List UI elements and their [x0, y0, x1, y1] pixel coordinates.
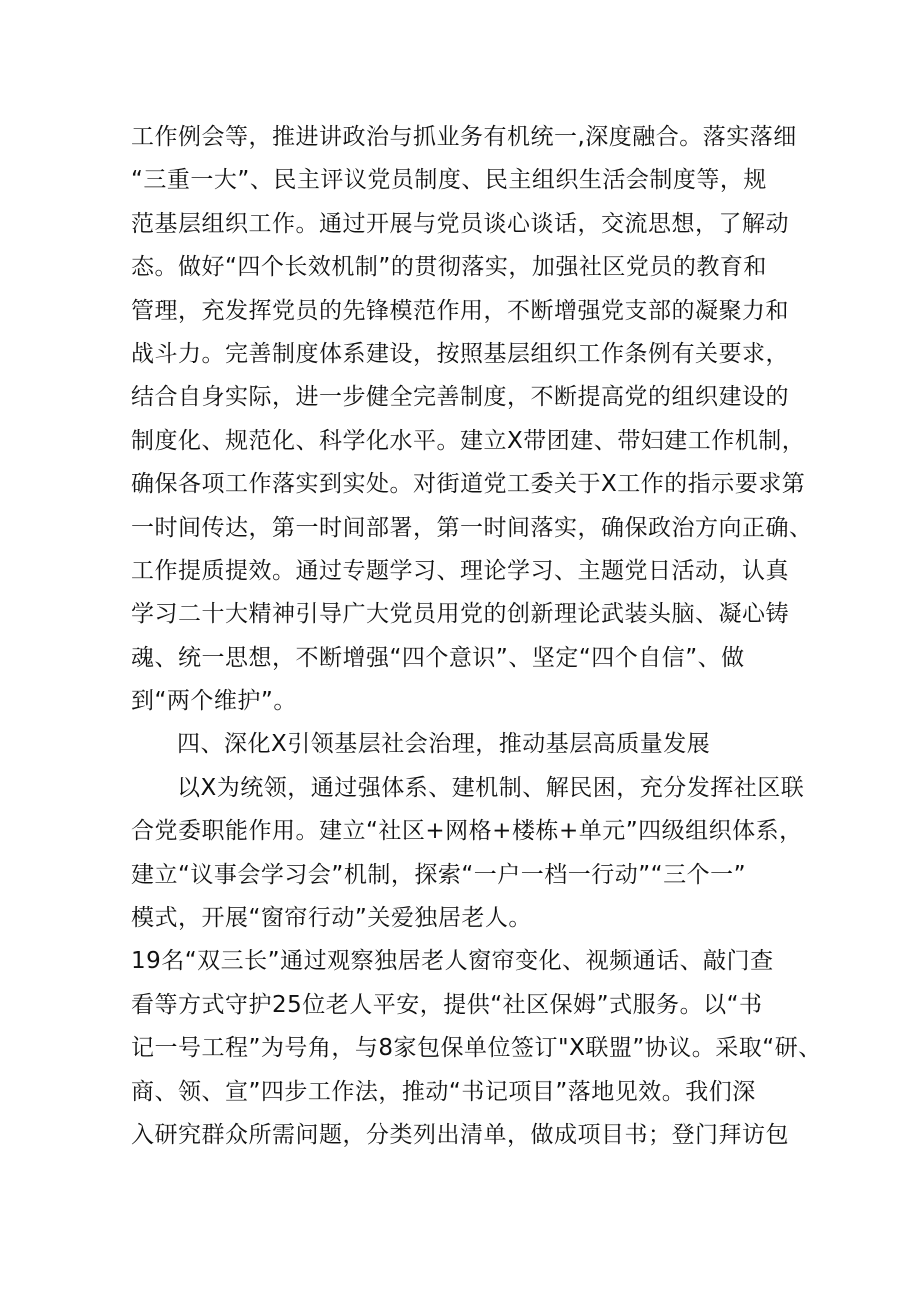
paragraph-line: 制度化、规范化、科学化水平。建立X带团建、带妇建工作机制，	[131, 427, 806, 454]
paragraph-line: 工作提质提效。通过专题学习、理论学习、主题党日活动，认真	[131, 557, 789, 584]
paragraph-line: 入研究群众所需问题，分类列出清单，做成项目书；登门拜访包	[131, 1121, 789, 1148]
paragraph-line: 记一号工程”为号角，与8家包保单位签订"X联盟”协议。采取“研、	[131, 1035, 822, 1062]
section-heading: 四、深化X引领基层社会治理，推动基层高质量发展	[177, 731, 711, 758]
document-body	[131, 116, 822, 1157]
paragraph-line: “三重一大”、民主评议党员制度、民主组织生活会制度等，规	[131, 167, 767, 194]
paragraph-line: 合党委职能作用。建立“社区+网格+楼栋+单元”四级组织体系，	[131, 818, 803, 845]
paragraph-line: 态。做好“四个长效机制”的贯彻落实，加强社区党员的教育和	[131, 254, 767, 281]
paragraph-line: 战斗力。完善制度体系建设，按照基层组织工作条例有关要求，	[131, 340, 789, 367]
paragraph-line: 19名“双三长”通过观察独居老人窗帘变化、视频通话、敲门查	[131, 948, 774, 975]
paragraph-line: 商、领、宣”四步工作法，推动“书记项目”落地见效。我们深	[131, 1078, 756, 1105]
paragraph-line: 结合自身实际，进一步健全完善制度，不断提高党的组织建设的	[131, 384, 789, 411]
paragraph-line: 到“两个维护”。	[131, 688, 297, 715]
paragraph-line: 工作例会等，推进讲政治与抓业务有机统一,深度融合。落实落细	[131, 124, 797, 150]
paragraph-line: 看等方式守护25位老人平安，提供“社区保姆”式服务。以“书	[131, 991, 763, 1018]
paragraph-line: 一时间传达，第一时间部署，第一时间落实，确保政治方向正确、	[131, 514, 813, 541]
paragraph-line: 以X为统领，通过强体系、建机制、解民困，充分发挥社区联	[177, 774, 805, 801]
paragraph-line: 管理，充发挥党员的先锋模范作用，不断增强党支部的凝聚力和	[131, 297, 789, 324]
paragraph-line: 确保各项工作落实到实处。对街道党工委关于X工作的指示要求第	[131, 471, 806, 498]
paragraph-line: 建立“议事会学习会”机制，探索“一户一档一行动”“三个一”	[131, 861, 746, 888]
paragraph-line: 模式，开展“窗帘行动”关爱独居老人。	[131, 905, 532, 932]
paragraph-line: 范基层组织工作。通过开展与党员谈心谈话，交流思想，了解动	[131, 210, 789, 237]
paragraph-line: 学习二十大精神引导广大党员用党的创新理论武装头脑、凝心铸	[131, 601, 789, 628]
paragraph-line: 魂、统一思想，不断增强“四个意识”、坚定“四个自信”、做	[131, 644, 745, 671]
